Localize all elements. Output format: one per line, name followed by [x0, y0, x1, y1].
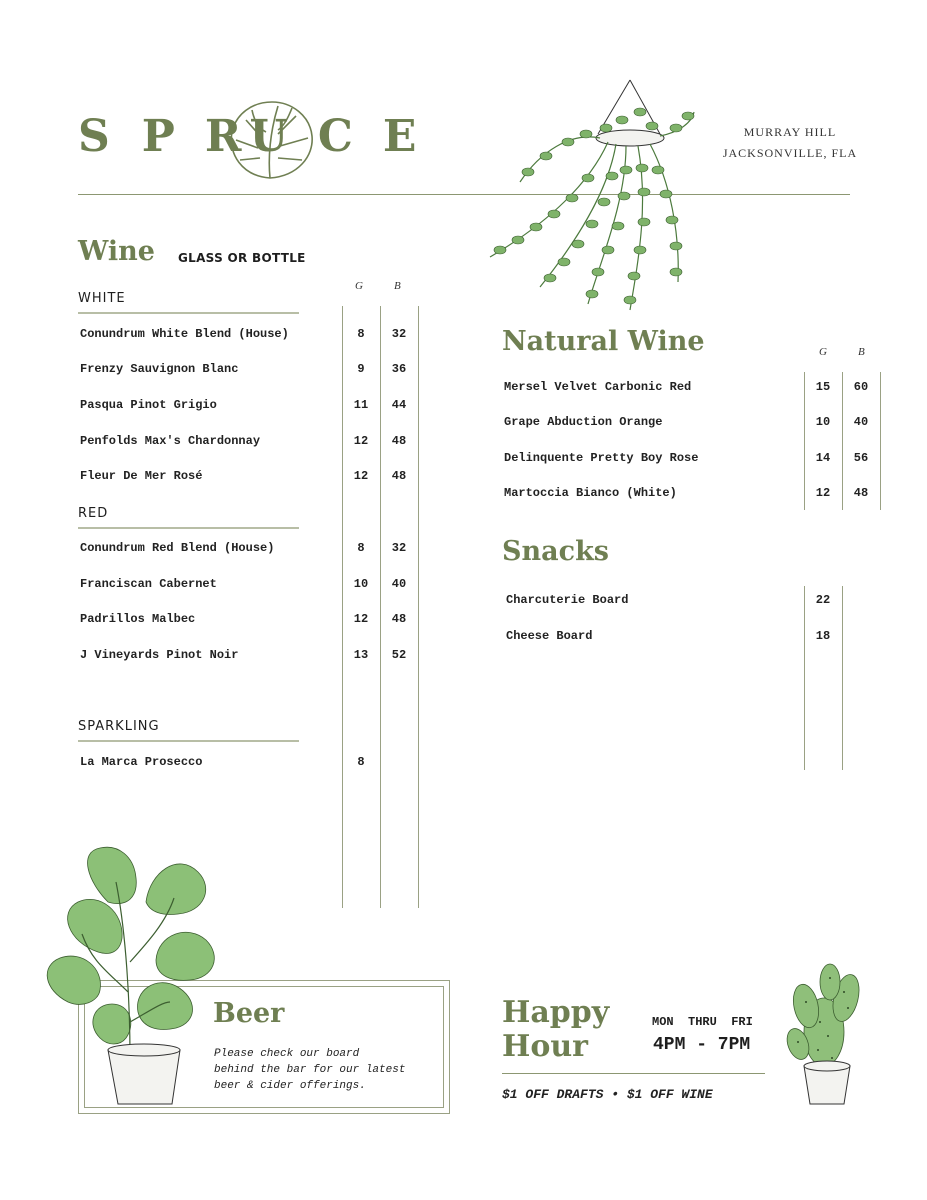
snack-price: 18 — [815, 629, 831, 643]
beer-text-line: Please check our board — [214, 1048, 360, 1060]
natural-wine-item: Grape Abduction Orange — [504, 415, 663, 429]
bottle-price: 40 — [391, 577, 407, 591]
brand-letter: P — [141, 110, 175, 162]
natural-wine-item: Martoccia Bianco (White) — [504, 486, 677, 500]
category-divider — [78, 740, 299, 742]
bottle-price: 60 — [853, 380, 869, 394]
monstera-pot-icon — [38, 842, 223, 1107]
bottle-price: 36 — [391, 362, 407, 376]
happy-hour-time: 4PM - 7PM — [653, 1035, 751, 1055]
natural-wine-item: Mersel Velvet Carbonic Red — [504, 380, 692, 394]
column-divider — [418, 306, 419, 908]
wine-subtitle: GLASS OR BOTTLE — [178, 251, 306, 265]
wine-item: Fleur De Mer Rosé — [80, 469, 203, 483]
brand-letter: E — [382, 110, 417, 162]
bottle-price: 48 — [391, 612, 407, 626]
glass-price: 8 — [357, 755, 365, 769]
beer-text-line: beer & cider offerings. — [214, 1080, 366, 1092]
beer-description — [214, 1046, 405, 1094]
bottle-price: 48 — [391, 469, 407, 483]
location — [705, 122, 875, 164]
bottle-price: 56 — [853, 451, 869, 465]
glass-price: 14 — [815, 451, 831, 465]
natural-wine-item: Delinquente Pretty Boy Rose — [504, 451, 699, 465]
location-city: JACKSONVILLE, FLA — [722, 146, 858, 160]
monstera-leaf-icon — [222, 98, 320, 182]
happy-hour-divider — [502, 1073, 765, 1074]
column-divider — [842, 586, 843, 770]
wine-item: Conundrum White Blend (House) — [80, 327, 289, 341]
glass-price: 8 — [357, 327, 365, 341]
glass-price: 11 — [353, 398, 369, 412]
natural-wine-heading: Natural Wine — [502, 326, 705, 357]
glass-column-header: G — [819, 346, 827, 358]
glass-price: 10 — [353, 577, 369, 591]
column-divider — [880, 372, 881, 510]
glass-price: 9 — [357, 362, 365, 376]
glass-price: 12 — [353, 612, 369, 626]
happy-hour-title-line: Hour — [502, 1029, 588, 1064]
location-neighborhood: MURRAY HILL — [743, 125, 837, 139]
wine-item: Franciscan Cabernet — [80, 577, 217, 591]
bottle-price: 52 — [391, 648, 407, 662]
wine-item: Pasqua Pinot Grigio — [80, 398, 217, 412]
bottle-price: 32 — [391, 541, 407, 555]
column-divider — [342, 306, 343, 908]
beer-text-line: behind the bar for our latest — [214, 1064, 406, 1076]
brand-letter: R — [204, 110, 242, 162]
wine-item: La Marca Prosecco — [80, 755, 203, 769]
snack-item: Charcuterie Board — [506, 593, 629, 607]
snack-price: 22 — [815, 593, 831, 607]
category-red: RED — [78, 506, 109, 521]
wine-item: Padrillos Malbec — [80, 612, 196, 626]
category-sparkling: SPARKLING — [78, 719, 160, 734]
brand-letter: U — [249, 110, 288, 162]
glass-price: 8 — [357, 541, 365, 555]
happy-hour-title-line: Happy — [502, 995, 610, 1030]
glass-column-header: G — [355, 280, 363, 292]
category-divider — [78, 527, 299, 529]
column-divider — [804, 372, 805, 510]
cactus-pot-icon — [780, 962, 875, 1107]
hanging-plant-icon — [480, 72, 700, 317]
beer-heading: Beer — [213, 998, 285, 1029]
bottle-column-header: B — [394, 280, 401, 292]
bottle-price: 44 — [391, 398, 407, 412]
happy-hour-days: MON THRU FRI — [652, 1015, 753, 1029]
glass-price: 12 — [815, 486, 831, 500]
column-divider — [380, 306, 381, 908]
wine-item: Penfolds Max's Chardonnay — [80, 434, 261, 448]
column-divider — [804, 586, 805, 770]
glass-price: 10 — [815, 415, 831, 429]
brand-letter: C — [317, 110, 353, 162]
header-divider — [78, 194, 850, 195]
glass-price: 13 — [353, 648, 369, 662]
column-divider — [842, 372, 843, 510]
wine-heading: Wine — [78, 236, 155, 267]
glass-price: 12 — [353, 434, 369, 448]
happy-hour-heading — [502, 996, 609, 1064]
snack-item: Cheese Board — [506, 629, 593, 643]
bottle-price: 48 — [391, 434, 407, 448]
wine-item: Conundrum Red Blend (House) — [80, 541, 275, 555]
wine-item: Frenzy Sauvignon Blanc — [80, 362, 239, 376]
bottle-price: 32 — [391, 327, 407, 341]
brand-letter: S — [78, 110, 110, 162]
bottle-price: 48 — [853, 486, 869, 500]
glass-price: 15 — [815, 380, 831, 394]
category-divider — [78, 312, 299, 314]
wine-item: J Vineyards Pinot Noir — [80, 648, 239, 662]
bottle-column-header: B — [858, 346, 865, 358]
category-white: WHITE — [78, 291, 126, 306]
bottle-price: 40 — [853, 415, 869, 429]
snacks-heading: Snacks — [502, 536, 609, 567]
glass-price: 12 — [353, 469, 369, 483]
happy-hour-deals: $1 OFF DRAFTS • $1 OFF WINE — [502, 1087, 713, 1102]
